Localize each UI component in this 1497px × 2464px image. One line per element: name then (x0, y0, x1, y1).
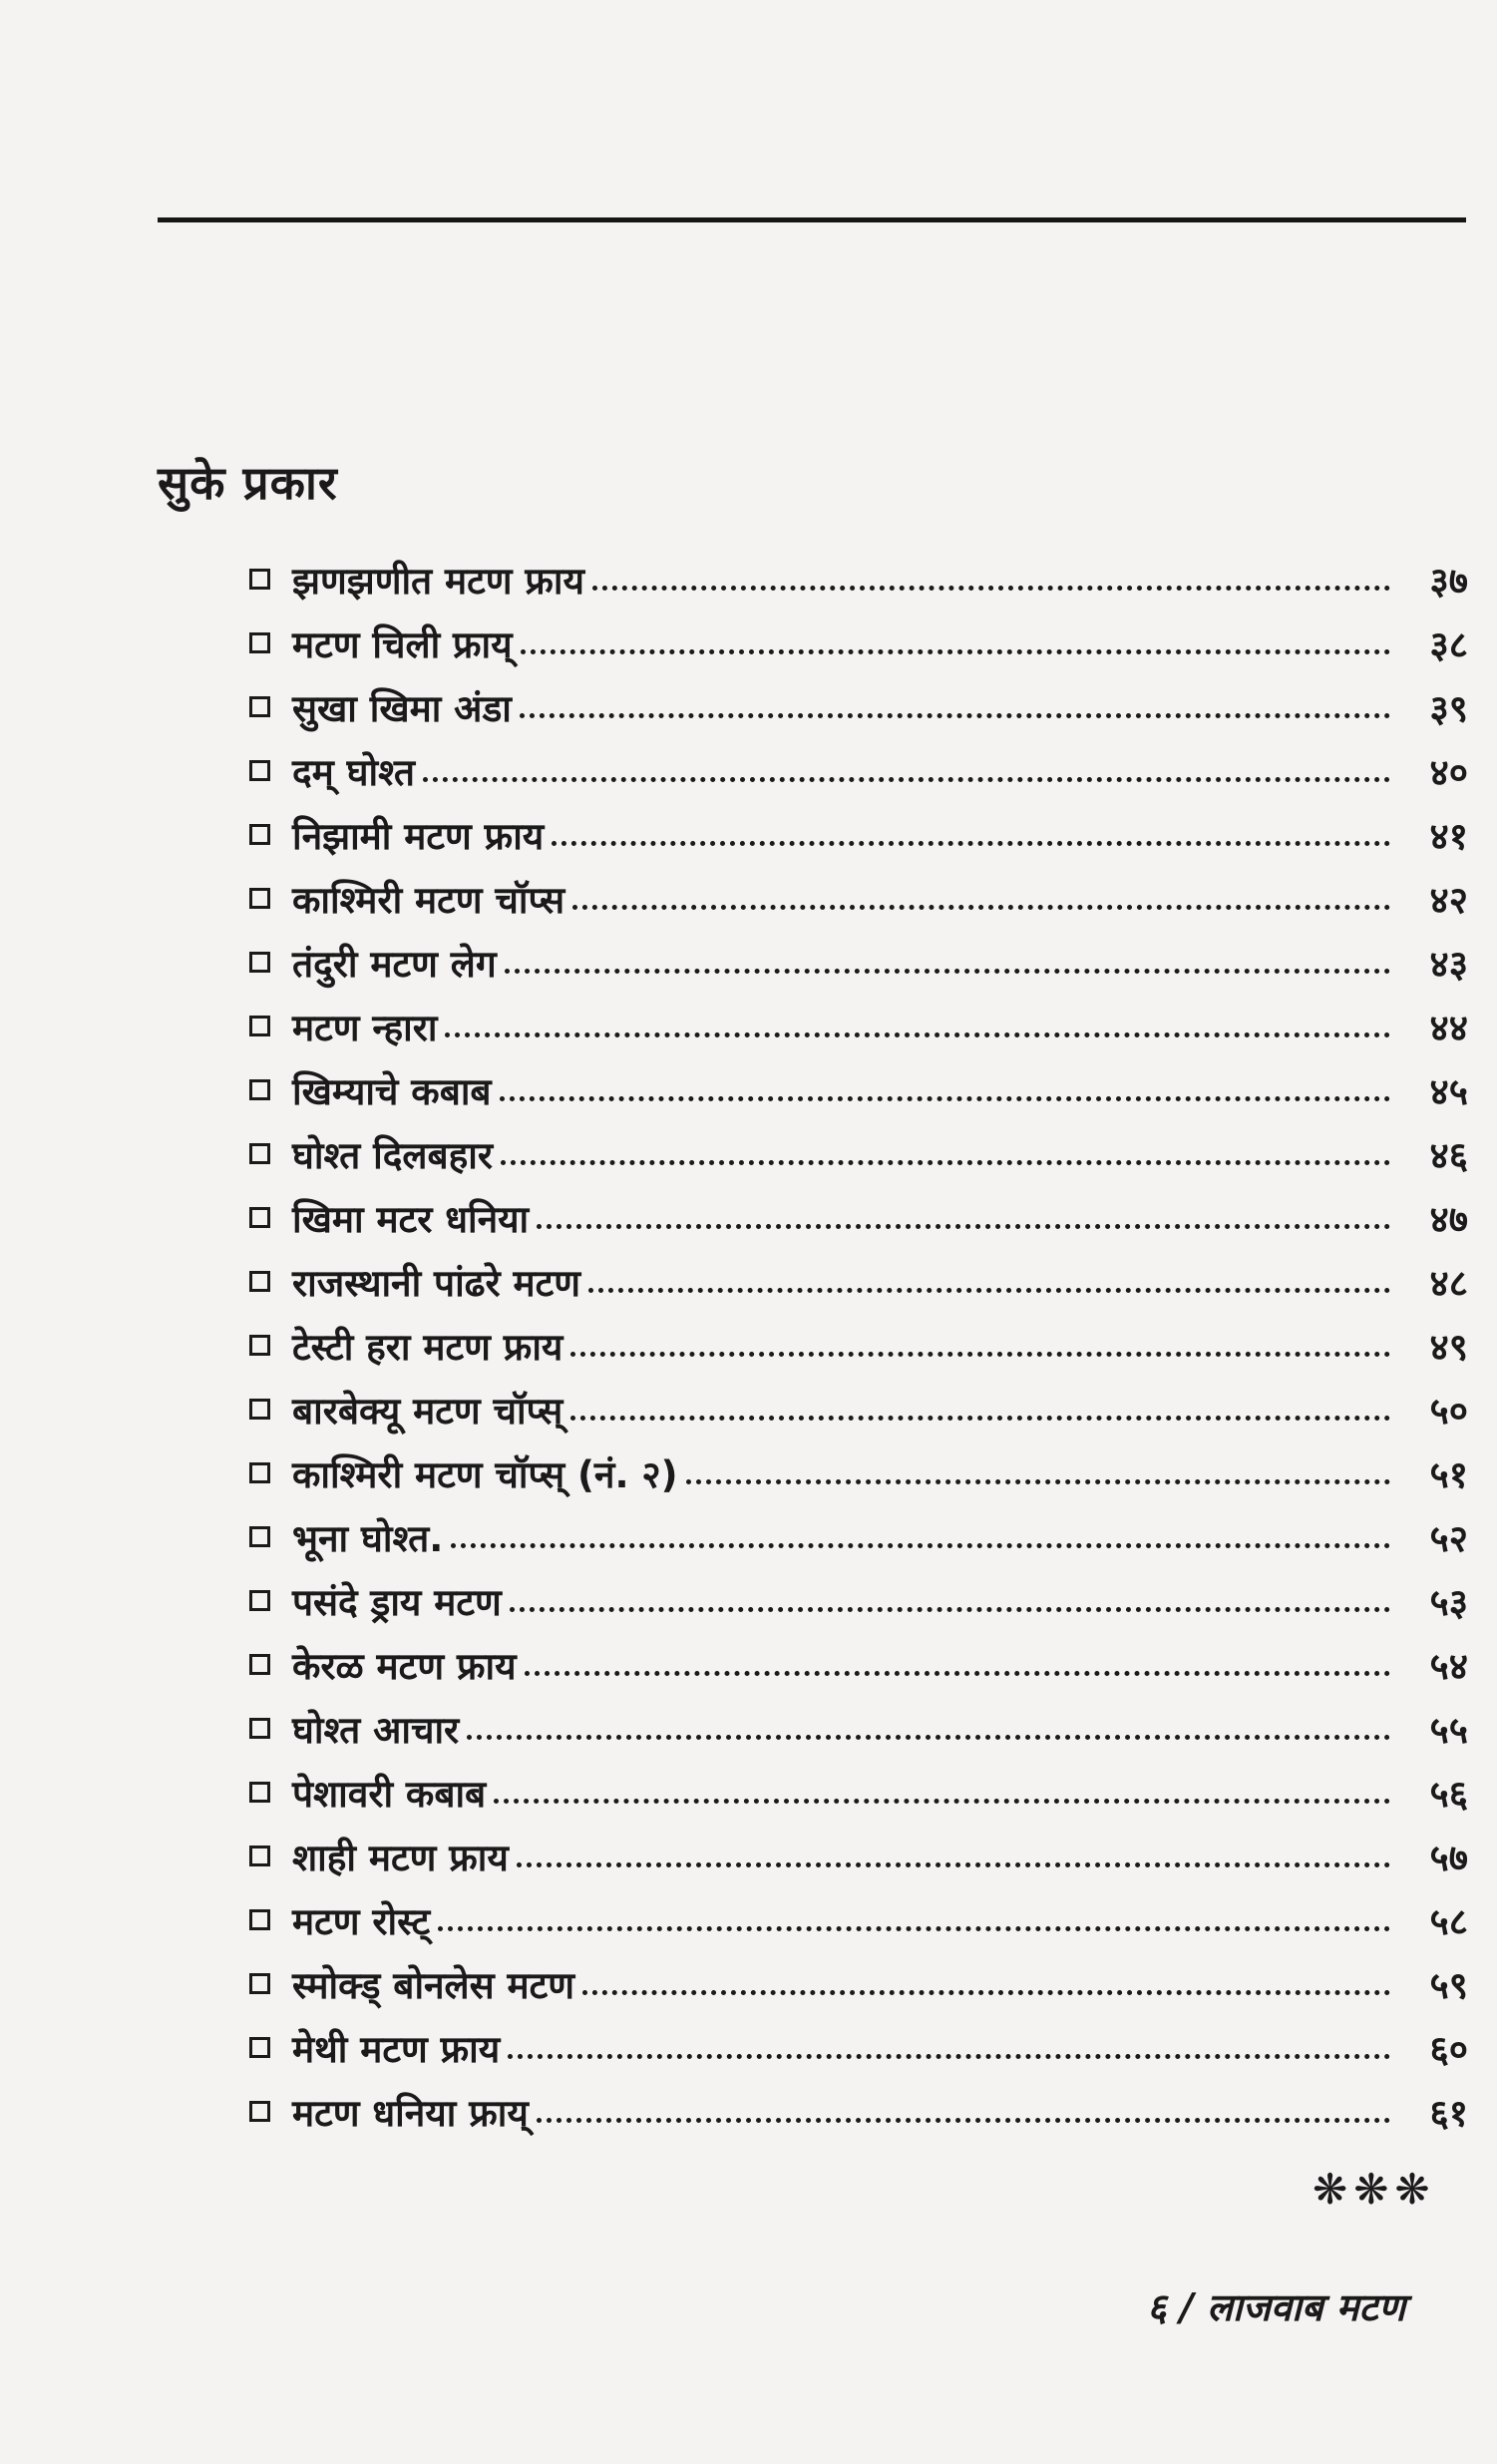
toc-entry-page: ४९ (1429, 1325, 1468, 1369)
checkbox-icon (249, 1909, 270, 1930)
toc-entry (249, 1696, 1468, 1760)
toc-entry (249, 1568, 1468, 1632)
toc-entry-title: केरळ मटण फ्राय (292, 1644, 517, 1688)
toc-entry (249, 738, 1468, 802)
toc-entry (249, 1249, 1468, 1313)
toc-entry-title: पसंदे ड्राय मटण (292, 1580, 502, 1624)
dot-leader (525, 1649, 1390, 1676)
toc-entry (249, 547, 1468, 611)
checkbox-icon (249, 1207, 270, 1228)
toc-entry (249, 1824, 1468, 1887)
toc-entry-title: तंदुरी मटण लेग (292, 942, 497, 986)
toc-entry-page: ५७ (1429, 1836, 1468, 1879)
toc-entry-page: ४५ (1429, 1069, 1468, 1113)
dot-leader (467, 1713, 1390, 1740)
toc-entry-title: राजस्थानी पांढरे मटण (292, 1261, 581, 1305)
toc-entry-title: शाही मटण फ्राय (292, 1836, 509, 1879)
toc-entry-title: मेथी मटण फ्राय (292, 2027, 501, 2071)
dot-leader (500, 1074, 1390, 1101)
toc-entry-title: मटण रोस्ट् (292, 1899, 431, 1943)
toc-entry (249, 1121, 1468, 1185)
dot-leader (438, 1904, 1390, 1931)
dot-leader (501, 1138, 1390, 1165)
toc-entry-title: दम् घोश्त (292, 750, 415, 794)
toc-entry (249, 1313, 1468, 1377)
toc-entry-title: काश्मिरी मटण चॉप्स् (नं. २) (292, 1452, 678, 1496)
toc-entry-title: काश्मिरी मटण चॉप्स (292, 878, 565, 922)
dot-leader (517, 1841, 1390, 1867)
checkbox-icon (249, 1335, 270, 1356)
toc-entry-title: मटण न्हारा (292, 1006, 438, 1049)
dot-leader (552, 819, 1390, 846)
toc-entry (249, 1760, 1468, 1824)
toc-entry-page: ६१ (1429, 2091, 1468, 2135)
toc-entry-page: ३७ (1429, 559, 1468, 603)
toc-entry (249, 674, 1468, 738)
toc-entry (249, 1504, 1468, 1568)
toc-entry-page: ४२ (1429, 878, 1468, 922)
toc-entry-page: ५५ (1429, 1708, 1468, 1752)
toc-entry-title: मटण धनिया फ्राय् (292, 2091, 529, 2135)
checkbox-icon (249, 888, 270, 909)
toc-entry-page: ५९ (1429, 1963, 1468, 2007)
toc-entry-title: पेशावरी कबाब (292, 1772, 487, 1816)
toc-entry (249, 930, 1468, 994)
toc-entry-page: ६० (1429, 2027, 1468, 2071)
checkbox-icon (249, 824, 270, 845)
toc-entry (249, 994, 1468, 1057)
toc-entry-title: घोश्त दिलबहार (292, 1133, 493, 1177)
dot-leader (521, 627, 1390, 654)
toc-entry-page: ४० (1429, 750, 1468, 794)
toc-entry-page: ५० (1429, 1389, 1468, 1433)
checkbox-icon (249, 1143, 270, 1164)
toc-entry (249, 2079, 1468, 2143)
toc-entry-title: स्मोक्ड् बोनलेस मटण (292, 1963, 575, 2007)
toc-entry (249, 802, 1468, 866)
dot-leader (582, 1968, 1390, 1995)
dot-leader (445, 1011, 1390, 1037)
toc-entry-page: ४७ (1429, 1197, 1468, 1241)
end-ornament: ❋❋❋ (1312, 2165, 1436, 2214)
toc-entry-page: ५४ (1429, 1644, 1468, 1688)
toc-entry-page: ३९ (1429, 686, 1468, 730)
dot-leader (505, 947, 1390, 974)
checkbox-icon (249, 1271, 270, 1292)
toc-entry-page: ५३ (1429, 1580, 1468, 1624)
dot-leader (686, 1457, 1390, 1484)
toc-entry (249, 611, 1468, 674)
section-title: सुके प्रकार (158, 456, 338, 510)
checkbox-icon (249, 632, 270, 653)
checkbox-icon (249, 760, 270, 781)
toc-entry (249, 1377, 1468, 1440)
toc-entry-page: ५१ (1429, 1452, 1468, 1496)
toc-entry-title: सुखा खिमा अंडा (292, 686, 512, 730)
dot-leader (451, 1521, 1390, 1548)
toc-entry (249, 866, 1468, 930)
checkbox-icon (249, 1782, 270, 1803)
toc-entry (249, 1951, 1468, 2015)
toc-entry-page: ४६ (1429, 1133, 1468, 1177)
toc-entry-title: मटण चिली फ्राय् (292, 622, 513, 666)
toc-entry-title: खिमा मटर धनिया (292, 1197, 530, 1241)
toc-entry-title: घोश्त आचार (292, 1708, 460, 1752)
checkbox-icon (249, 569, 270, 590)
toc-entry-title: बारबेक्यू मटण चॉप्स् (292, 1389, 563, 1433)
toc-entry-title: खिम्याचे कबाब (292, 1069, 492, 1113)
checkbox-icon (249, 2037, 270, 2058)
dot-leader (510, 1585, 1390, 1612)
top-rule (158, 217, 1466, 222)
toc-entry-page: ५२ (1429, 1516, 1468, 1560)
toc-entry (249, 2015, 1468, 2079)
dot-leader (572, 883, 1390, 910)
toc-entry-page: ४८ (1429, 1261, 1468, 1305)
page-footer: ६ / लाजवाब मटण (1147, 2285, 1406, 2329)
dot-leader (494, 1777, 1390, 1804)
dot-leader (592, 564, 1390, 591)
dot-leader (508, 2032, 1390, 2059)
toc-entry-page: ४१ (1429, 814, 1468, 858)
checkbox-icon (249, 1590, 270, 1611)
toc-entry (249, 1057, 1468, 1121)
toc-entry-page: ३८ (1429, 622, 1468, 666)
checkbox-icon (249, 2101, 270, 2122)
toc-entry-page: ५६ (1429, 1772, 1468, 1816)
checkbox-icon (249, 1718, 270, 1739)
toc-entry-page: ५८ (1429, 1899, 1468, 1943)
checkbox-icon (249, 1973, 270, 1994)
dot-leader (520, 691, 1390, 718)
toc-entry (249, 1440, 1468, 1504)
toc-entry (249, 1632, 1468, 1696)
dot-leader (588, 1266, 1390, 1293)
dot-leader (570, 1330, 1390, 1357)
toc-entry (249, 1887, 1468, 1951)
checkbox-icon (249, 1526, 270, 1547)
checkbox-icon (249, 1399, 270, 1420)
toc-entry-title: झणझणीत मटण फ्राय (292, 559, 584, 603)
dot-leader (537, 1202, 1390, 1229)
checkbox-icon (249, 952, 270, 973)
dot-leader (537, 2096, 1390, 2123)
dot-leader (570, 1394, 1390, 1421)
dot-leader (423, 755, 1390, 782)
checkbox-icon (249, 1846, 270, 1866)
checkbox-icon (249, 1079, 270, 1100)
toc-entry-title: निझामी मटण फ्राय (292, 814, 545, 858)
toc-entry-page: ४४ (1429, 1006, 1468, 1049)
toc-entry-title: टेस्टी हरा मटण फ्राय (292, 1325, 563, 1369)
toc-list (249, 547, 1468, 2143)
checkbox-icon (249, 1654, 270, 1675)
toc-entry-page: ४३ (1429, 942, 1468, 986)
checkbox-icon (249, 1462, 270, 1483)
checkbox-icon (249, 696, 270, 717)
checkbox-icon (249, 1016, 270, 1036)
toc-entry (249, 1185, 1468, 1249)
toc-entry-title: भूना घोश्त. (292, 1516, 444, 1560)
